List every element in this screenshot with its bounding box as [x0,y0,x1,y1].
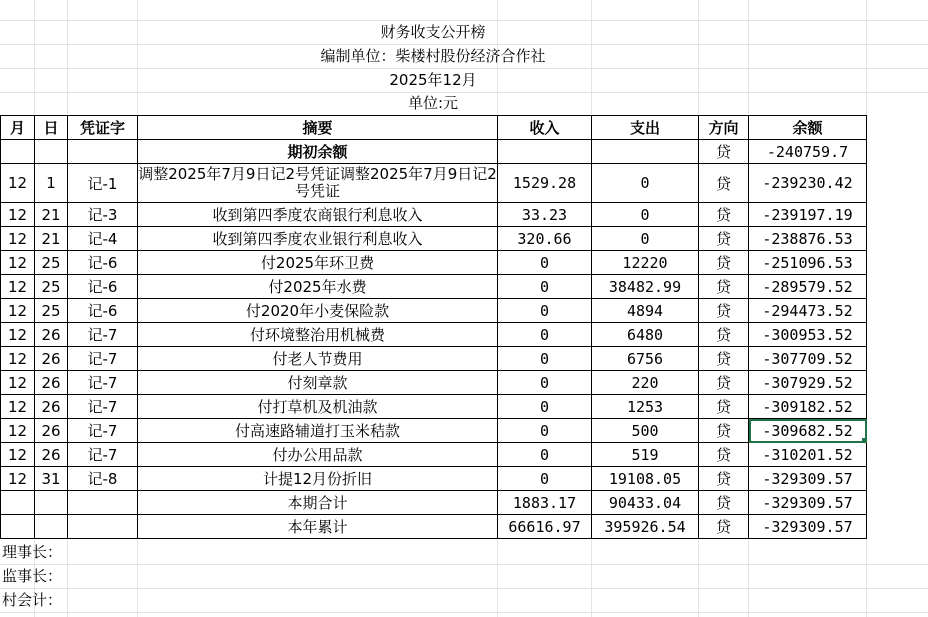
cell[interactable] [68,491,138,515]
cell[interactable] [498,140,592,164]
cell-direction[interactable]: 贷 [699,299,749,323]
cell-balance[interactable]: -309182.52 [749,395,867,419]
cell-direction[interactable]: 贷 [699,203,749,227]
cell-voucher[interactable]: 记-6 [68,251,138,275]
cell-income[interactable]: 66616.97 [498,515,592,539]
cell-month[interactable]: 12 [1,323,35,347]
cell-voucher[interactable]: 记-4 [68,227,138,251]
cell-balance[interactable]: -294473.52 [749,299,867,323]
cell-direction[interactable]: 贷 [699,227,749,251]
cell-expense[interactable]: 38482.99 [592,275,699,299]
cell-summary[interactable]: 付老人节费用 [138,347,498,371]
preparing-unit[interactable]: 编制单位：柴楼村股份经济合作社 [320,47,546,65]
cell-income[interactable]: 320.66 [498,227,592,251]
cell-voucher[interactable]: 记-8 [68,467,138,491]
cell[interactable] [1,140,35,164]
col-expense[interactable]: 支出 [592,116,699,140]
cell-summary[interactable]: 付2025年环卫费 [138,251,498,275]
cell-direction[interactable]: 贷 [699,491,749,515]
col-summary[interactable]: 摘要 [138,116,498,140]
cell-direction[interactable]: 贷 [699,251,749,275]
cell-direction[interactable]: 贷 [699,164,749,203]
col-month[interactable]: 月 [1,116,35,140]
cell-income[interactable]: 0 [498,395,592,419]
cell-summary[interactable]: 付环境整治用机械费 [138,323,498,347]
supervisor-signature-label[interactable]: 监事长： [2,567,63,585]
cell-summary[interactable]: 本年累计 [138,515,498,539]
cell-expense[interactable]: 0 [592,203,699,227]
cell-month[interactable]: 12 [1,443,35,467]
cell-summary[interactable]: 调整2025年7月9日记2号凭证调整2025年7月9日记2号凭证 [138,164,498,203]
cell-day[interactable]: 26 [35,323,68,347]
cell-summary[interactable]: 本期合计 [138,491,498,515]
cell-expense[interactable]: 6756 [592,347,699,371]
cell[interactable] [592,140,699,164]
accountant-signature-label[interactable]: 村会计： [2,591,63,609]
cell-balance[interactable]: -240759.7 [749,140,867,164]
cell-day[interactable]: 31 [35,467,68,491]
cell-day[interactable]: 21 [35,203,68,227]
cell-expense[interactable]: 0 [592,227,699,251]
cell-income[interactable]: 0 [498,467,592,491]
cell-month[interactable]: 12 [1,467,35,491]
cell-summary[interactable]: 付办公用品款 [138,443,498,467]
cell[interactable] [68,515,138,539]
cell-month[interactable]: 12 [1,299,35,323]
cell-income[interactable]: 1529.28 [498,164,592,203]
table-row [1,395,867,419]
currency-unit[interactable]: 单位:元 [407,94,459,112]
cell-expense[interactable]: 220 [592,371,699,395]
col-day[interactable]: 日 [35,116,68,140]
cell-voucher[interactable]: 记-7 [68,419,138,443]
table-row [1,443,867,467]
cell-income[interactable]: 0 [498,419,592,443]
cell-direction[interactable]: 贷 [699,140,749,164]
cell-voucher[interactable]: 记-1 [68,164,138,203]
cell-day[interactable]: 1 [35,164,68,203]
cell-month[interactable]: 12 [1,371,35,395]
period-total-row [1,491,867,515]
cell-direction[interactable]: 贷 [699,467,749,491]
report-period[interactable]: 2025年12月 [389,71,477,89]
cell-balance[interactable]: -300953.52 [749,323,867,347]
cell-direction[interactable]: 贷 [699,323,749,347]
table-row [1,227,867,251]
table-row [1,251,867,275]
cell-voucher[interactable]: 记-7 [68,371,138,395]
table-row [1,275,867,299]
cell-summary[interactable]: 付刻章款 [138,371,498,395]
cell-month[interactable]: 12 [1,395,35,419]
cell-month[interactable]: 12 [1,227,35,251]
cell[interactable] [1,515,35,539]
cell-balance[interactable]: -239230.42 [749,164,867,203]
cell[interactable] [35,140,68,164]
col-income[interactable]: 收入 [498,116,592,140]
cell-voucher[interactable]: 记-7 [68,323,138,347]
cell-expense[interactable]: 6480 [592,323,699,347]
cell[interactable] [1,491,35,515]
cell-direction[interactable]: 贷 [699,443,749,467]
cell-day[interactable]: 21 [35,227,68,251]
cell-income[interactable]: 0 [498,323,592,347]
cell-day[interactable]: 26 [35,395,68,419]
cell-direction[interactable]: 贷 [699,275,749,299]
table-row [1,467,867,491]
sheet-title[interactable]: 财务收支公开榜 [380,23,486,41]
cell-direction[interactable]: 贷 [699,347,749,371]
cell-expense[interactable]: 0 [592,164,699,203]
cell-summary[interactable]: 收到第四季度农业银行利息收入 [138,227,498,251]
cell-expense[interactable]: 1253 [592,395,699,419]
opening-balance-row [1,140,867,164]
cell-day[interactable]: 26 [35,443,68,467]
cell-income[interactable]: 0 [498,299,592,323]
cell-month[interactable]: 12 [1,164,35,203]
cell-balance[interactable]: -238876.53 [749,227,867,251]
year-total-row [1,515,867,539]
cell-day[interactable]: 25 [35,299,68,323]
cell-month[interactable]: 12 [1,275,35,299]
header-row [1,116,867,140]
cell-balance[interactable]: -329309.57 [749,515,867,539]
col-voucher[interactable]: 凭证字 [68,116,138,140]
cell[interactable] [35,515,68,539]
cell-summary[interactable]: 计提12月份折旧 [138,467,498,491]
cell-month[interactable]: 12 [1,347,35,371]
cell-voucher[interactable]: 记-7 [68,347,138,371]
cell-expense[interactable]: 500 [592,419,699,443]
cell-balance[interactable]: -239197.19 [749,203,867,227]
cell-day[interactable]: 25 [35,251,68,275]
cell-voucher[interactable]: 记-6 [68,299,138,323]
cell-income[interactable]: 0 [498,275,592,299]
ledger-table [0,115,867,539]
cell-expense[interactable]: 12220 [592,251,699,275]
cell-summary[interactable]: 期初余额 [138,140,498,164]
cell-expense[interactable]: 395926.54 [592,515,699,539]
cell-summary[interactable]: 付2020年小麦保险款 [138,299,498,323]
director-signature-label[interactable]: 理事长： [2,543,63,561]
cell[interactable] [68,140,138,164]
cell-voucher[interactable]: 记-3 [68,203,138,227]
cell-direction[interactable]: 贷 [699,395,749,419]
cell-income[interactable]: 1883.17 [498,491,592,515]
cell-balance[interactable]: -329309.57 [749,467,867,491]
cell[interactable] [35,491,68,515]
cell-income[interactable]: 0 [498,251,592,275]
table-row [1,203,867,227]
table-row [1,299,867,323]
cell-income[interactable]: 0 [498,371,592,395]
cell-month[interactable]: 12 [1,251,35,275]
table-row [1,164,867,203]
selected-cell-balance[interactable]: -309682.52 [749,419,867,443]
cell-income[interactable]: 0 [498,443,592,467]
cell-expense[interactable]: 519 [592,443,699,467]
table-row [1,371,867,395]
cell-balance[interactable]: -289579.52 [749,275,867,299]
cell-day[interactable]: 25 [35,275,68,299]
cell-expense[interactable]: 4894 [592,299,699,323]
cell-voucher[interactable]: 记-7 [68,395,138,419]
cell-summary[interactable]: 付高速路辅道打玉米秸款 [138,419,498,443]
cell-day[interactable]: 26 [35,419,68,443]
cell-summary[interactable]: 付打草机及机油款 [138,395,498,419]
col-direction[interactable]: 方向 [699,116,749,140]
table-row [1,323,867,347]
cell-direction[interactable]: 贷 [699,515,749,539]
cell-voucher[interactable]: 记-6 [68,275,138,299]
cell-day[interactable]: 26 [35,371,68,395]
table-row [1,347,867,371]
cell-month[interactable]: 12 [1,203,35,227]
cell-direction[interactable]: 贷 [699,419,749,443]
cell-summary[interactable]: 付2025年水费 [138,275,498,299]
cell-income[interactable]: 0 [498,347,592,371]
table-row [1,419,867,443]
cell-month[interactable]: 12 [1,419,35,443]
cell-balance[interactable]: -310201.52 [749,443,867,467]
cell-income[interactable]: 33.23 [498,203,592,227]
cell-direction[interactable]: 贷 [699,371,749,395]
cell-expense[interactable]: 19108.05 [592,467,699,491]
cell-balance[interactable]: -307709.52 [749,347,867,371]
cell-balance[interactable]: -251096.53 [749,251,867,275]
col-balance[interactable]: 余额 [749,116,867,140]
cell-balance[interactable]: -329309.57 [749,491,867,515]
cell-balance[interactable]: -307929.52 [749,371,867,395]
cell-voucher[interactable]: 记-7 [68,443,138,467]
cell-expense[interactable]: 90433.04 [592,491,699,515]
cell-day[interactable]: 26 [35,347,68,371]
cell-summary[interactable]: 收到第四季度农商银行利息收入 [138,203,498,227]
